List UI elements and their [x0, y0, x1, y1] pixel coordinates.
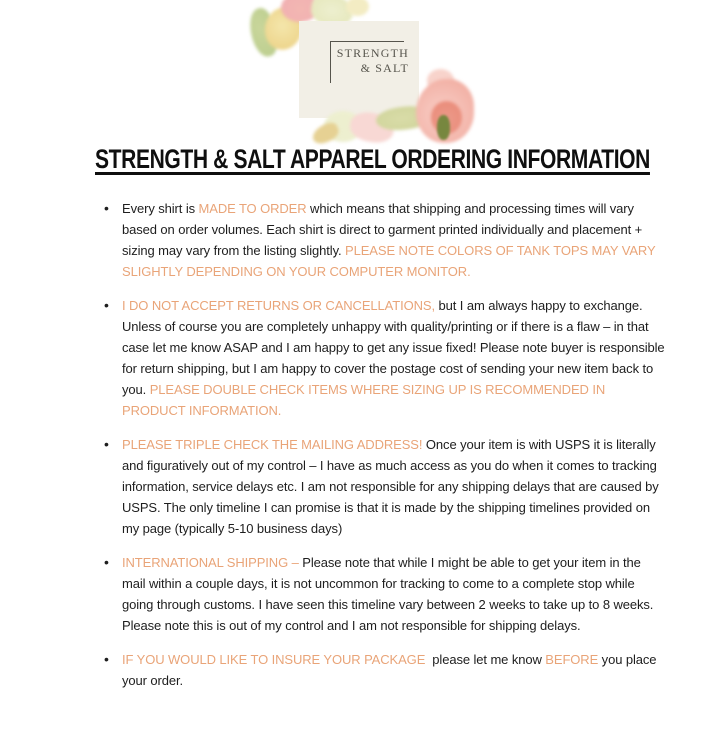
bullet-text-segment: which means that shipping and processing times will vary based on order volumes. Each shirt is direct to garment printed individually and placement + sizing may vary from the listing slightly.: [122, 201, 643, 258]
bullet-accent-segment: I DO NOT ACCEPT RETURNS OR CANCELLATIONS,: [122, 298, 436, 313]
bullet-text-segment: Once your item is with USPS it is literally and figuratively out of my control – I have as much access as you do when it comes to tracking information, service delays etc. I am not responsible for any shipping delays that are caused by USPS. The only timeline I can promise is that it is made by the shipping timelines provided on my page (typically 5-10 business days): [122, 437, 659, 536]
bullet-accent-segment: IF YOU WOULD LIKE TO INSURE YOUR PACKAGE: [122, 652, 426, 667]
bullet-accent-segment: PLEASE TRIPLE CHECK THE MAILING ADDRESS!: [122, 437, 423, 452]
title-row: [95, 144, 723, 175]
watercolor-sprig-icon: [437, 115, 450, 140]
bullet-accent-segment: PLEASE NOTE COLORS OF TANK TOPS MAY VARY SLIGHTLY DEPENDING ON YOUR COMPUTER MONITOR.: [122, 243, 656, 279]
bullet-text-segment: but I am always happy to exchange. Unless of course you are completely unhappy with quality/printing or if there is a flaw – in that case let me know ASAP and I am happy to get any issue fixed! Please note buyer is responsible for return shipping, but I am happy to cover the postage cost of sending your new item back to you.: [122, 298, 665, 397]
logo-square: [299, 21, 419, 118]
bullet-returns-policy: [122, 295, 667, 421]
bullet-accent-segment: MADE TO ORDER: [198, 201, 307, 216]
bullet-mailing-address: [122, 434, 667, 539]
bullet-accent-segment: INTERNATIONAL SHIPPING –: [122, 555, 303, 570]
bullet-text-segment: Every shirt is: [122, 201, 199, 216]
bullet-international-shipping: [122, 552, 667, 636]
bullet-made-to-order: [122, 198, 667, 282]
ordering-info-content: [95, 198, 667, 704]
bullet-accent-segment: PLEASE DOUBLE CHECK ITEMS WHERE SIZING UP IS RECOMMENDED IN PRODUCT INFORMATION.: [122, 382, 606, 418]
bullet-accent-segment: BEFORE: [545, 652, 599, 667]
bullet-insurance: [122, 649, 667, 691]
bullet-list: [95, 198, 667, 691]
page-title: STRENGTH & SALT APPAREL ORDERING INFORMATION: [95, 144, 650, 174]
logo-line-1: STRENGTH: [336, 46, 409, 60]
logo-wordmark: [333, 46, 409, 76]
brand-logo: [251, 0, 473, 146]
bullet-text-segment: you place your order.: [122, 652, 657, 688]
bullet-text-segment: please let me know: [425, 652, 546, 667]
watercolor-leaf-icon: [310, 120, 342, 147]
watercolor-leaf-icon: [346, 0, 369, 16]
bullet-text-segment: Please note that while I might be able to get your item in the mail within a couple days, it is not uncommon for tracking to come to a complete stop while going through customs. I have seen this timeline vary between 2 weeks to take up to 8 weeks. Please note this is out of my control and I am not responsible for shipping delays.: [122, 555, 654, 633]
logo-line-2: & SALT: [360, 61, 409, 75]
